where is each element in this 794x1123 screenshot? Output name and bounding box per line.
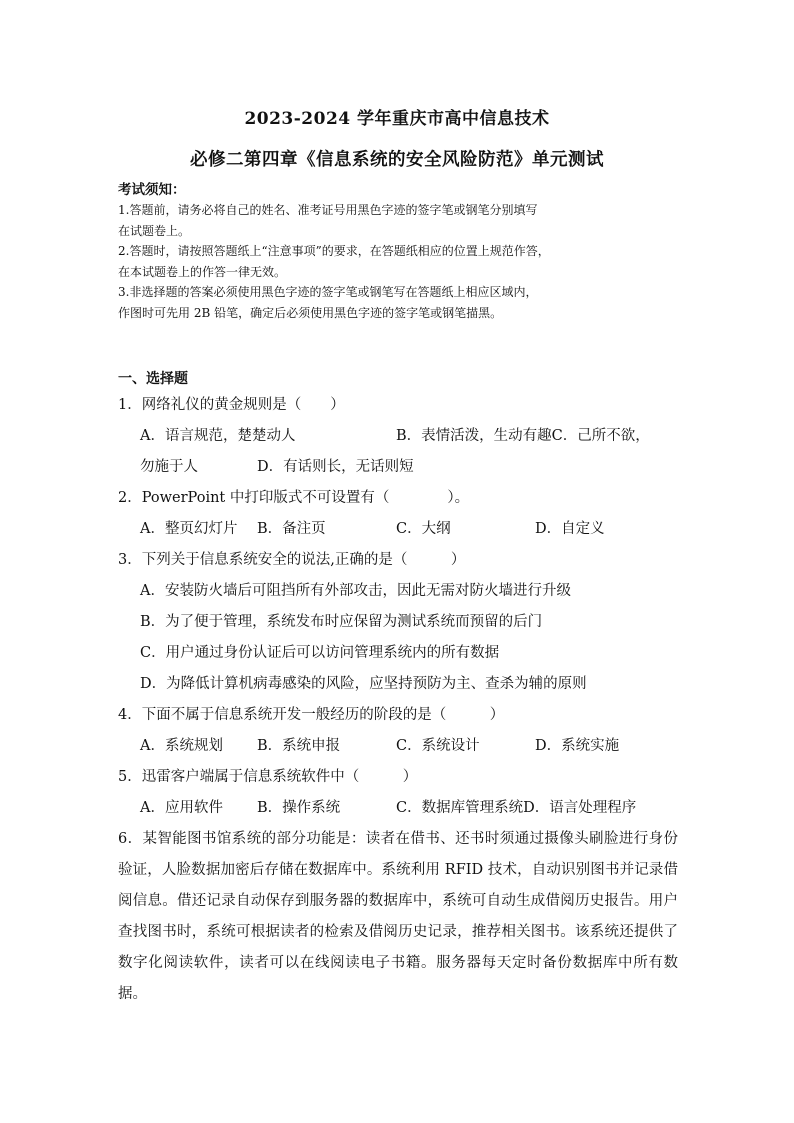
question-4-options xyxy=(118,731,688,762)
notice-line: 2.答题时，请按照答题纸上“注意事项”的要求，在答题纸相应的位置上规范作答， xyxy=(118,244,550,258)
notice-heading: 考试须知： xyxy=(118,182,186,198)
q1-option-c-cont: 勿施于人 xyxy=(140,459,198,475)
notice-line: 作图时可先用 2B 铅笔，确定后必须使用黑色字迹的签字笔或钢笔描黑。 xyxy=(118,305,503,320)
notice-line: 3.非选择题的答案必须使用黑色字迹的签字笔或钢笔写在答题纸上相应区域内， xyxy=(118,285,538,299)
question-1-options xyxy=(118,421,688,452)
q4-option-b: B．系统申报 xyxy=(257,738,341,754)
q4-option-a: A．系统规划 xyxy=(140,738,223,754)
document-title: 2023-2024 学年重庆市高中信息技术 xyxy=(244,109,550,129)
question-2-options xyxy=(118,514,688,545)
q3-option-a: A．安装防火墙后可阻挡所有外部攻击，因此无需对防火墙进行升级 xyxy=(140,583,571,599)
q2-option-a: A．整页幻灯片 xyxy=(140,521,238,537)
section-heading: 一、选择题 xyxy=(118,371,188,387)
document-subtitle: 必修二第四章《信息系统的安全风险防范》单元测试 xyxy=(190,150,604,170)
q3-option-d: D．为降低计算机病毒感染的风险，应坚持预防为主、查杀为辅的原则 xyxy=(140,676,587,692)
q2-option-d: D．自定义 xyxy=(535,521,605,537)
q3-option-c: C．用户通过身份认证后可以访问管理系统内的所有数据 xyxy=(140,645,500,661)
notice-line: 在试题卷上。 xyxy=(118,223,191,238)
exam-notice xyxy=(118,180,688,323)
q4-option-c: C．系统设计 xyxy=(396,738,480,754)
q1-option-d: D．有话则长，无话则短 xyxy=(257,459,414,475)
q4-option-d: D．系统实施 xyxy=(535,738,620,754)
q5-option-a: A．应用软件 xyxy=(140,800,223,816)
q1-option-c: C．己所不欲， xyxy=(551,428,650,444)
q2-option-c: C．大纲 xyxy=(396,521,451,537)
q2-option-b: B．备注页 xyxy=(257,521,326,537)
q1-option-a: A．语言规范，楚楚动人 xyxy=(140,428,296,444)
question-6-text: 6．某智能图书馆系统的部分功能是：读者在借书、还书时须通过摄像头刷脸进行身份验证，人脸数据加密后存储在数据库中。系统利用 RFID 技术，自动识别图书并记录借阅信息。借还记录自动保存到服务器的数据库中，系统可自动生成借阅历史报告。用户查找图书时，系统可根据读者的检索及借阅历史记录，推荐相关图书。该系统还提供了数字化阅读软件，读者可以在线阅读电子书籍。服务器每天定时备份数据库中所有数据。 xyxy=(118,831,678,1002)
q5-option-c: C．数据库管理系统 xyxy=(396,800,524,816)
questions xyxy=(118,390,688,1010)
notice-line: 1.答题前，请务必将自己的姓名、准考证号用黑色字迹的签字笔或钢笔分别填写 xyxy=(118,203,538,217)
question-5-options xyxy=(118,793,688,824)
question-1-stem: 1．网络礼仪的黄金规则是（ ） xyxy=(118,397,345,413)
q5-option-b: B．操作系统 xyxy=(257,800,341,816)
q5-option-d: D．语言处理程序 xyxy=(523,800,637,816)
question-1-options-cont xyxy=(118,452,688,483)
q1-option-b: B．表情活泼，生动有趣 xyxy=(396,428,552,444)
notice-line: 在本试题卷上的作答一律无效。 xyxy=(118,264,287,279)
q3-option-b: B．为了便于管理，系统发布时应保留为测试系统而预留的后门 xyxy=(140,614,543,630)
question-3-stem: 3．下列关于信息系统安全的说法,正确的是（ ） xyxy=(118,552,466,568)
question-4-stem: 4．下面不属于信息系统开发一般经历的阶段的是（ ） xyxy=(118,707,505,723)
question-5-stem: 5．迅雷客户端属于信息系统软件中（ ） xyxy=(118,769,418,785)
question-2-stem: 2．PowerPoint 中打印版式不可设置有（ ）。 xyxy=(118,490,470,506)
